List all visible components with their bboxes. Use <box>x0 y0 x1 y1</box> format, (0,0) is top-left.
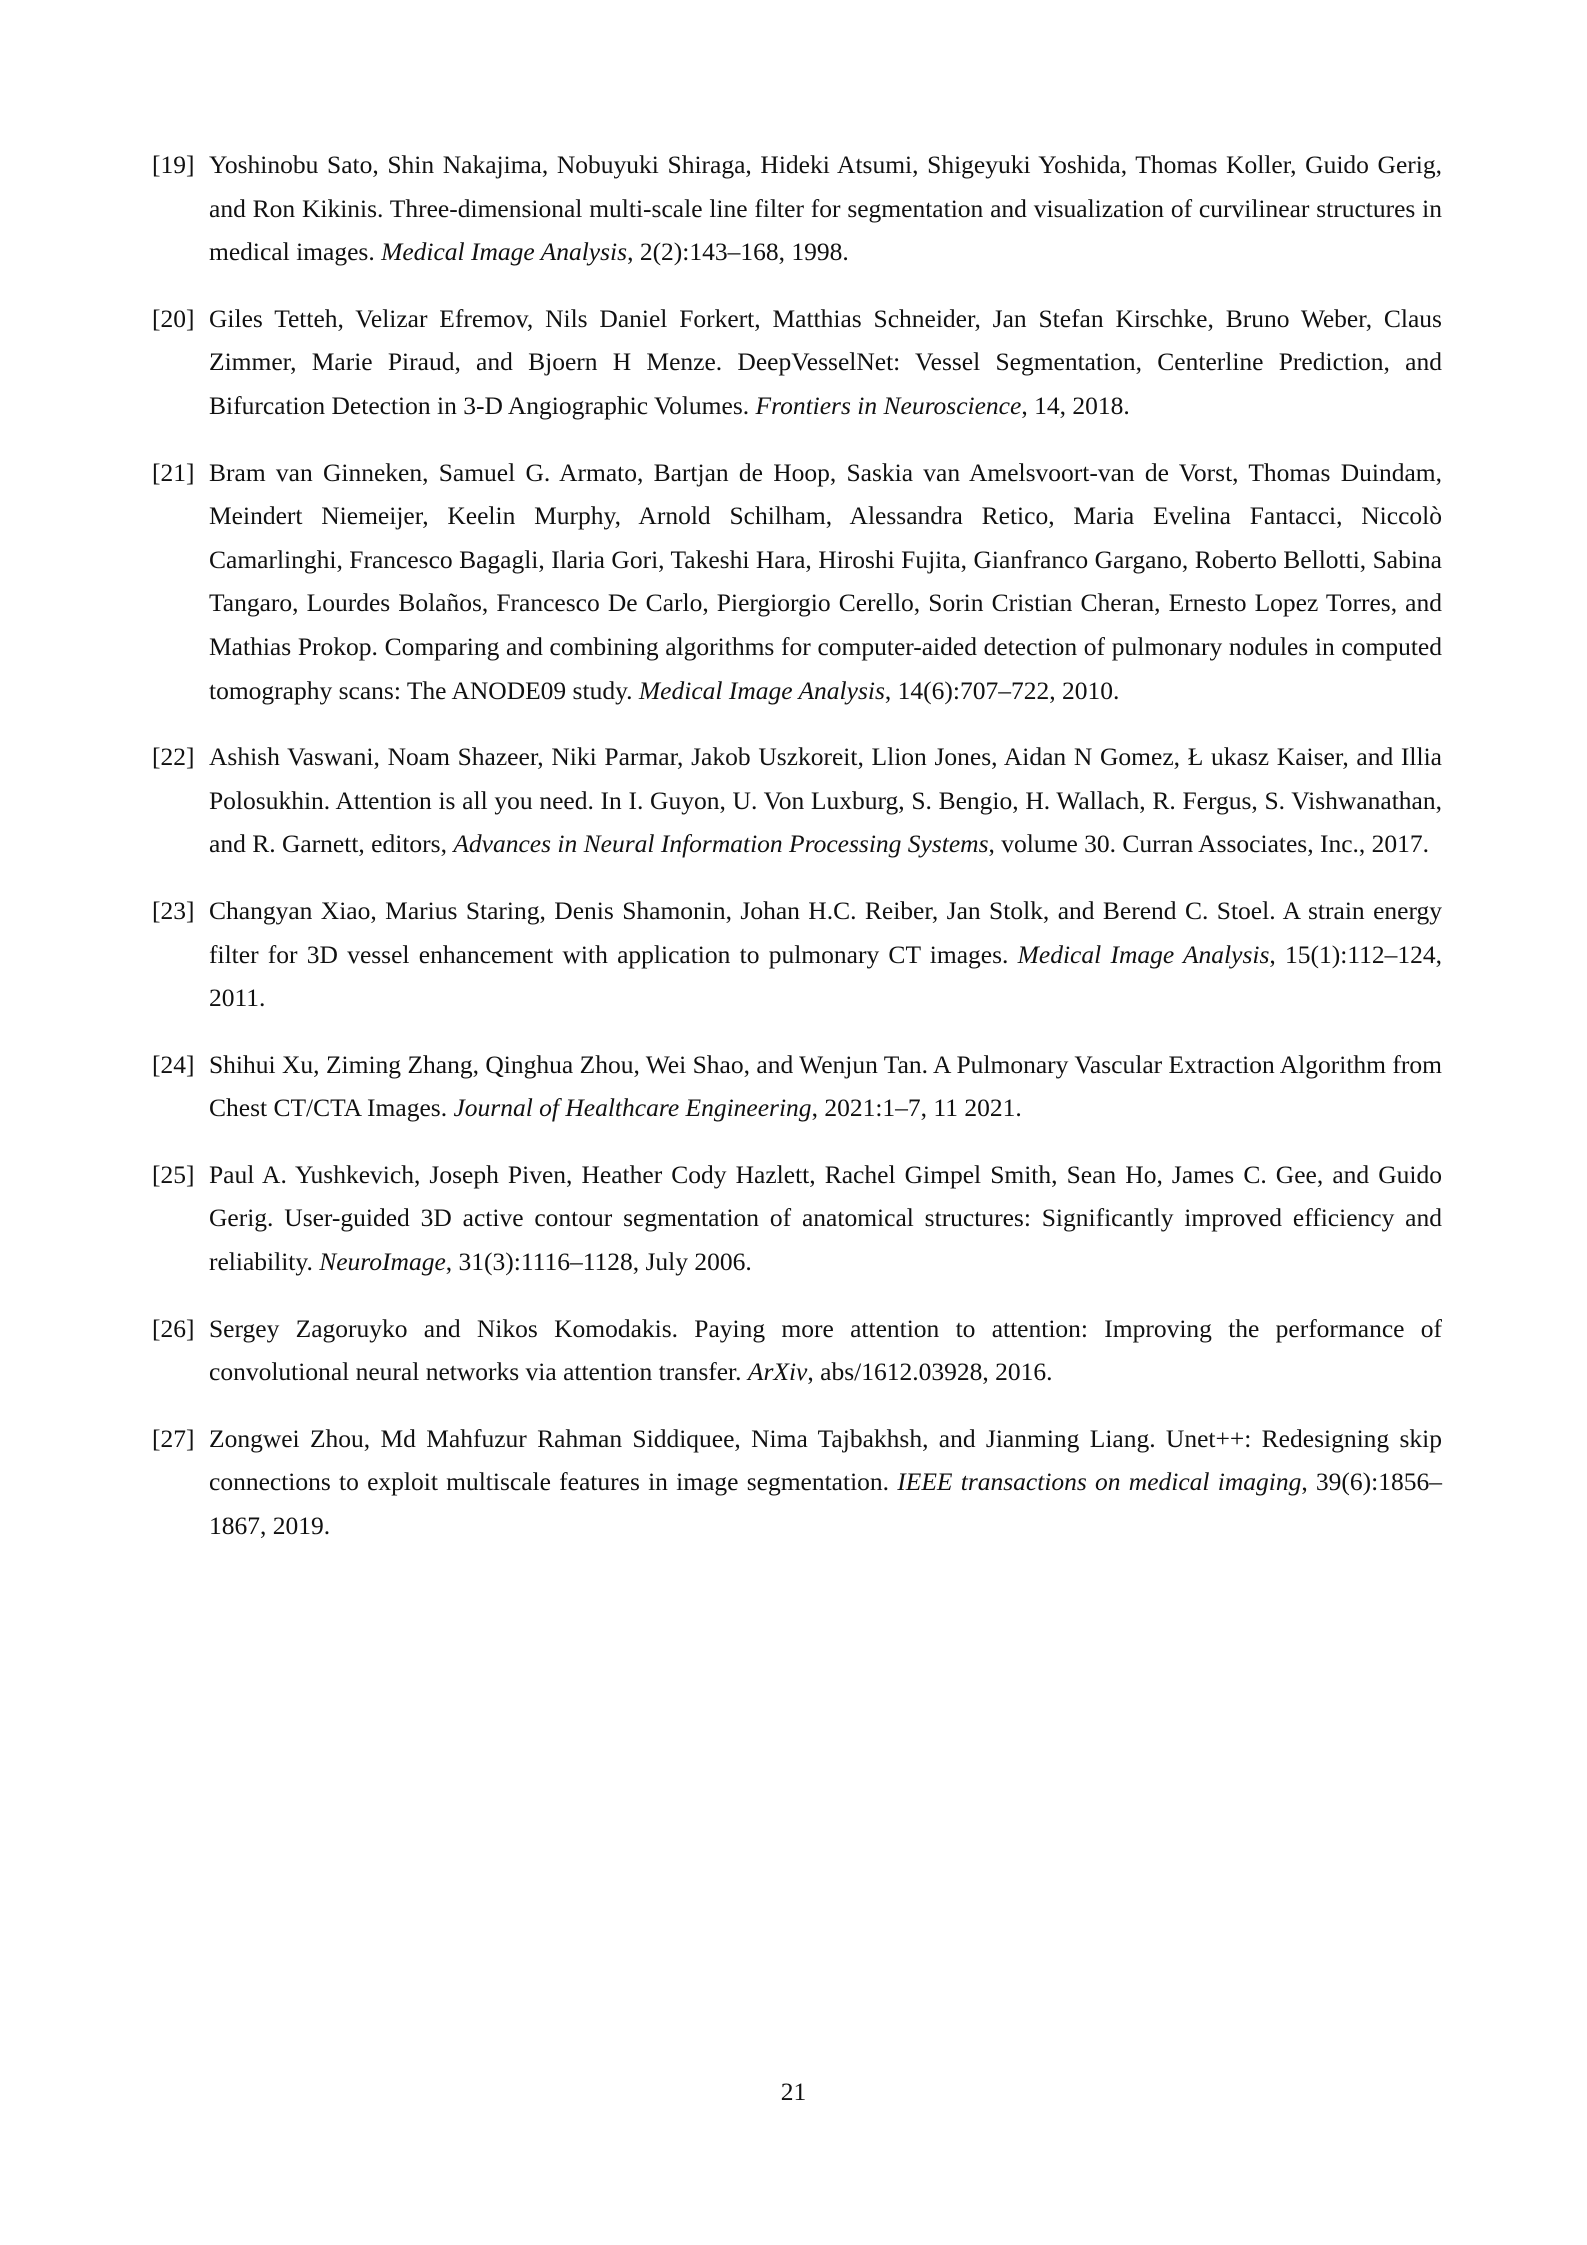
reference-number: [21] <box>152 457 195 487</box>
reference-text: Bram van Ginneken, Samuel G. Armato, Bartjan de Hoop, Saskia van Amelsvoort-van de Vorst, Thomas Duindam, Meindert Niemeijer, Keelin Murphy, Arnold Schilham, Alessandra Retico, Maria Evelina Fantacci, Niccolò Camarlinghi, Francesco Bagagli, Ilaria Gori, Takeshi Hara, Hiroshi Fujita, Gianfranco Gargano, Roberto Bellotti, Sabina Tangaro, Lourdes Bolaños, Francesco De Carlo, Piergiorgio Cerello, Sorin Cristian Cheran, Ernesto Lopez Torres, and Mathias Prokop. Comparing and combining algorithms for computer-aided detection of pulmonary nodules in computed tomography scans: The ANODE09 study. <box>209 457 1442 705</box>
reference-text: Ashish Vaswani, Noam Shazeer, Niki Parmar, Jakob Uszkoreit, Llion Jones, Aidan N Gomez, Ł ukasz Kaiser, and Illia Polosukhin. Attention is all you need. In I. Guyon, U. Von Luxburg, S. Bengio, H. Wallach, R. Fergus, S. Vishwanathan, and R. Garnett, editors, <box>209 742 1442 859</box>
reference-text: Giles Tetteh, Velizar Efremov, Nils Daniel Forkert, Matthias Schneider, Jan Stefan Kirschke, Bruno Weber, Claus Zimmer, Marie Piraud, and Bjoern H Menze. DeepVesselNet: Vessel Segmentation, Centerline Prediction, and Bifurcation Detection in 3-D Angiographic Volumes. <box>209 303 1442 420</box>
reference-venue: Journal of Healthcare Engineering <box>453 1093 812 1123</box>
reference-entry <box>152 297 1442 428</box>
reference-entry <box>152 1417 1442 1548</box>
reference-text: Paul A. Yushkevich, Joseph Piven, Heather Cody Hazlett, Rachel Gimpel Smith, Sean Ho, James C. Gee, and Guido Gerig. User-guided 3D active contour segmentation of anatomical structures: Significantly improved efficiency and reliability. <box>209 1159 1442 1277</box>
reference-entry <box>152 1153 1442 1284</box>
reference-venue: NeuroImage <box>319 1247 446 1277</box>
reference-number: [27] <box>152 1423 195 1453</box>
reference-entry <box>152 889 1442 1020</box>
reference-number: [25] <box>152 1159 195 1189</box>
page-number: 21 <box>780 2077 807 2106</box>
reference-details: , volume 30. Curran Associates, Inc., 2017. <box>988 829 1430 859</box>
reference-details: , 31(3):1116–1128, July 2006. <box>445 1247 752 1277</box>
reference-venue: Frontiers in Neuroscience <box>755 390 1022 420</box>
reference-entry <box>152 143 1442 274</box>
reference-details: , 15(1):112–124, 2011. <box>209 939 1442 1013</box>
reference-entry <box>152 1043 1442 1130</box>
reference-details: , 2(2):143–168, 1998. <box>627 237 849 267</box>
reference-entry <box>152 451 1442 713</box>
reference-details: , 39(6):1856–1867, 2019. <box>209 1467 1443 1541</box>
reference-text: Sergey Zagoruyko and Nikos Komodakis. Paying more attention to attention: Improving the performance of convolutional neural networks via attention transfer. <box>209 1313 1442 1387</box>
reference-venue: Medical Image Analysis <box>1017 939 1270 969</box>
reference-venue: IEEE transactions on medical imaging <box>897 1467 1302 1497</box>
reference-number: [19] <box>152 150 195 179</box>
reference-details: , abs/1612.03928, 2016. <box>807 1357 1053 1387</box>
reference-venue: Medical Image Analysis <box>381 237 628 267</box>
reference-text: Shihui Xu, Ziming Zhang, Qinghua Zhou, Wei Shao, and Wenjun Tan. A Pulmonary Vascular Extraction Algorithm from Chest CT/CTA Images. <box>209 1049 1442 1123</box>
reference-details: , 14(6):707–722, 2010. <box>884 675 1120 705</box>
reference-text: Yoshinobu Sato, Shin Nakajima, Nobuyuki Shiraga, Hideki Atsumi, Shigeyuki Yoshida, Thomas Koller, Guido Gerig, and Ron Kikinis. Three-dimensional multi-scale line filter for segmentation and visualization of curvilinear structures in medical images. <box>209 150 1442 267</box>
reference-entry <box>152 735 1442 866</box>
reference-venue: ArXiv <box>747 1357 808 1387</box>
reference-venue: Advances in Neural Information Processing Systems <box>453 829 989 859</box>
reference-details: , 2021:1–7, 11 2021. <box>811 1093 1022 1123</box>
reference-details: , 14, 2018. <box>1021 390 1130 420</box>
reference-text: Zongwei Zhou, Md Mahfuzur Rahman Siddiquee, Nima Tajbakhsh, and Jianming Liang. Unet++: Redesigning skip connections to exploit multiscale features in image segmentation. <box>209 1423 1442 1497</box>
reference-number: [26] <box>152 1313 195 1343</box>
reference-number: [23] <box>152 895 195 925</box>
reference-text: Changyan Xiao, Marius Staring, Denis Shamonin, Johan H.C. Reiber, Jan Stolk, and Berend C. Stoel. A strain energy filter for 3D vessel enhancement with application to pulmonary CT images. <box>209 895 1442 969</box>
reference-number: [24] <box>152 1049 195 1079</box>
reference-number: [22] <box>152 742 195 772</box>
reference-number: [20] <box>152 303 195 333</box>
reference-venue: Medical Image Analysis <box>638 675 885 705</box>
reference-entry <box>152 1307 1442 1394</box>
reference-list <box>152 143 1442 1571</box>
